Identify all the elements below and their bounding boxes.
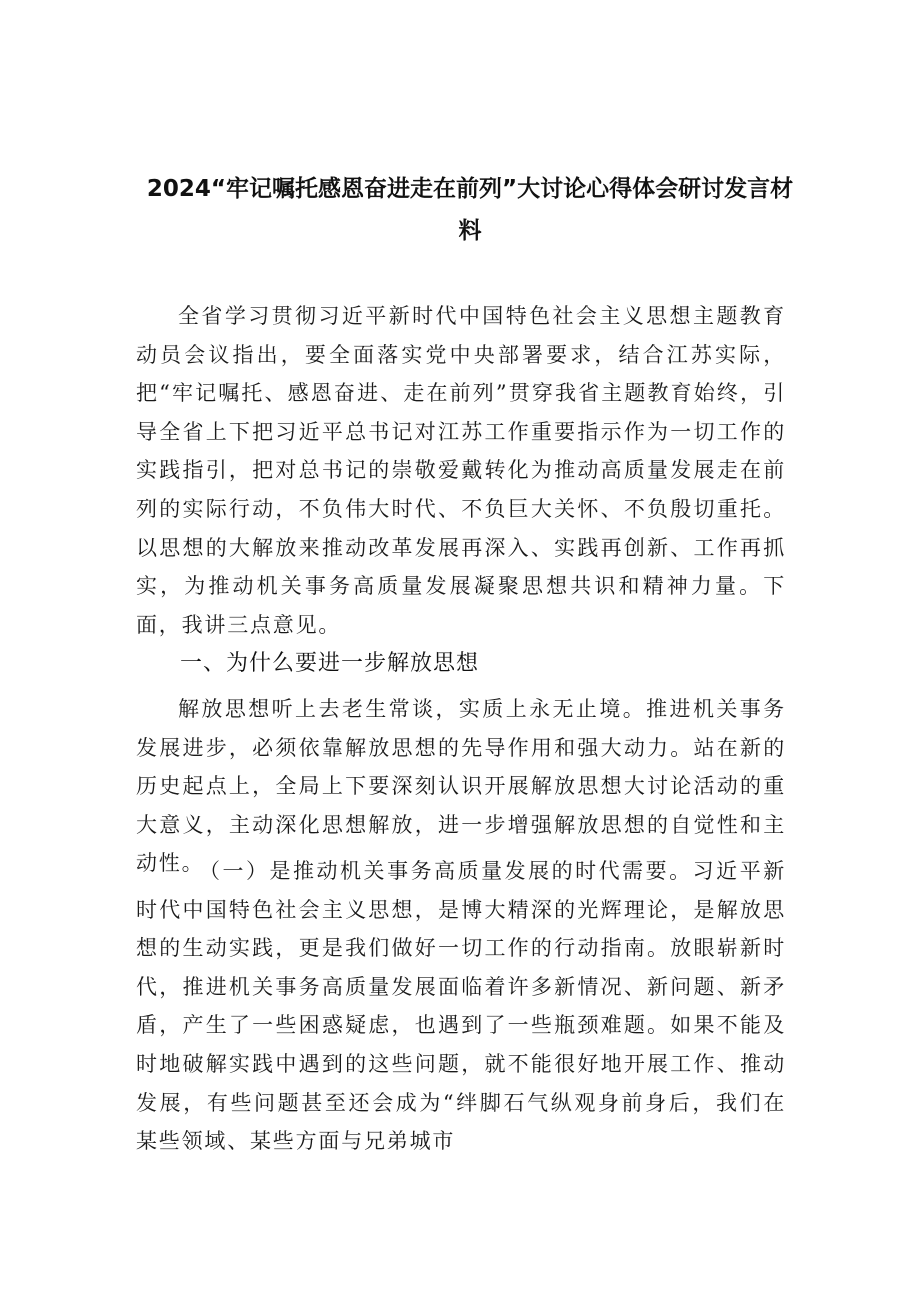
intro-paragraph: 全省学习贯彻习近平新时代中国特色社会主义思想主题教育动员会议指出，要全面落实党中央部署要求，结合江苏实际，把“牢记嘱托、感恩奋进、走在前列”贯穿我省主题教育始终，引导全省上下把习近平总书记对江苏工作重要指示作为一切工作的实践指引，把对总书记的崇敬爱戴转化为推动高质量发展走在前列的实际行动，不负伟大时代、不负巨大关怀、不负殷切重托。以思想的大解放来推动改革发展再深入、实践再创新、工作再抓实，为推动机关事务高质量发展凝聚思想共识和精神力量。下面，我讲三点意见。 [136, 304, 786, 637]
section-heading: 一、为什么要进一步解放思想 [180, 651, 480, 676]
document-title: 2024“牢记嘱托感恩奋进走在前列”大讨论心得体会研讨发言材料 [146, 176, 794, 244]
section-paragraph: 解放思想听上去老生常谈，实质上永无止境。推进机关事务发展进步，必须依靠解放思想的先导作用和强大动力。站在新的历史起点上，全局上下要深刻认识开展解放思想大讨论活动的重大意义，主动深化思想解放，进一步增强解放思想的自觉性和主动性。 [136, 697, 786, 876]
subsection-paragraph: （一）是推动机关事务高质量发展的时代需要。习近平新时代中国特色社会主义思想，是博大精深的光辉理论，是解放思想的生动实践，更是我们做好一切工作的行动指南。放眼崭新时代，推进机关事务高质量发展面临着许多新情况、新问题、新矛盾，产生了一些困惑疑虑，也遇到了一些瓶颈难题。如果不能及时地破解实践中遇到的这些问题，就不能很好地开展工作、推动发展，有些问题甚至还会成为“绊脚石气纵观身前身后，我们在某些领域、某些方面与兄弟城市 [136, 859, 786, 1154]
